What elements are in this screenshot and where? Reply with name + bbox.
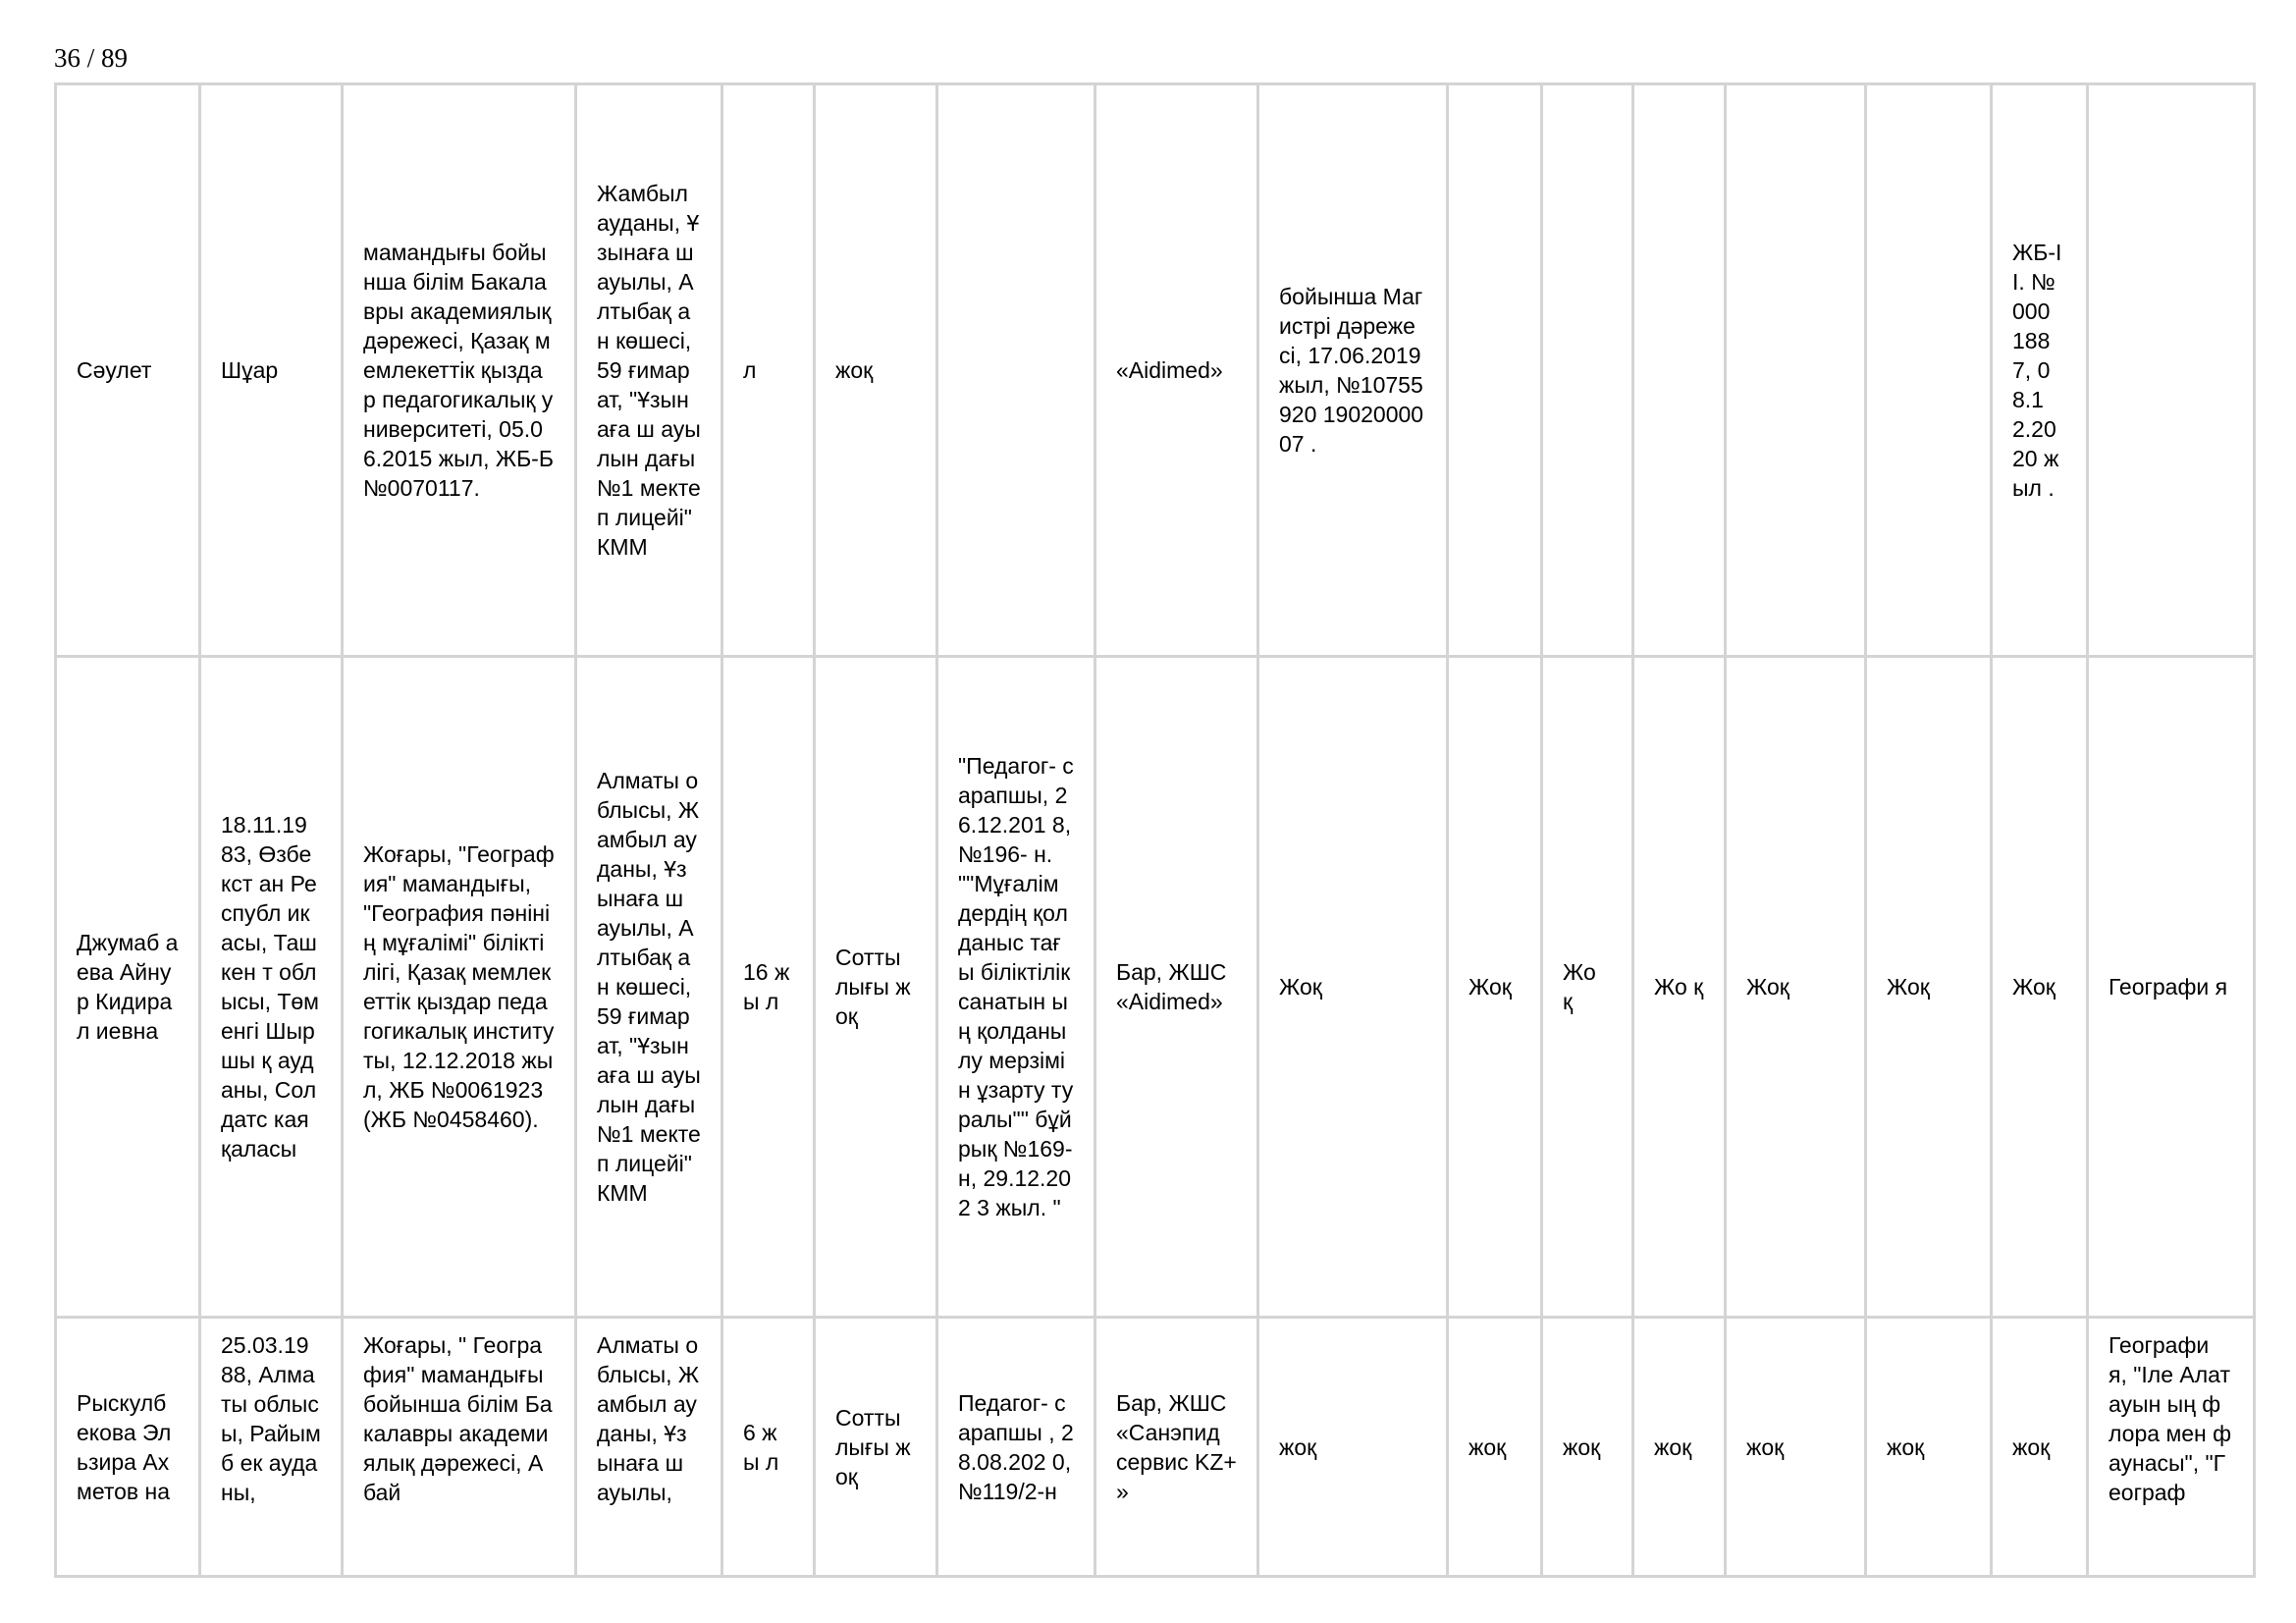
table-cell: Жоқ <box>1992 657 2088 1318</box>
table-cell: Географи я <box>2088 657 2255 1318</box>
table-cell: «Aidimed» <box>1095 84 1258 657</box>
table-cell <box>1448 84 1542 657</box>
table-cell: 18.11.19 83, Өзбекст ан Республ икасы, Ташкен т облысы, Төменгі Шыршы қ ауданы, Солдатс кая қаласы <box>200 657 343 1318</box>
table-cell: Жамбыл ауданы, Ұзынаға ш ауылы, Алтыбақ ан көшесі, 59 ғимарат, "Ұзынаға ш ауылын дағы №1 мектеп лицейі" КММ <box>576 84 722 657</box>
table-cell: Сәулет <box>56 84 200 657</box>
table-cell: Жоқ <box>1448 657 1542 1318</box>
table-cell: Педагог- сарапшы , 28.08.202 0, №119/2-н <box>937 1318 1095 1577</box>
table-cell: Джумаб аева Айнур Кидирал иевна <box>56 657 200 1318</box>
table-cell <box>1866 84 1992 657</box>
table-cell: Жо қ <box>1633 657 1726 1318</box>
table-cell <box>937 84 1095 657</box>
table-cell: л <box>722 84 815 657</box>
table-cell: Бар, ЖШС «Санэпид сервис KZ+ » <box>1095 1318 1258 1577</box>
table-cell: жоқ <box>1866 1318 1992 1577</box>
table-cell: Сотты лығы жоқ <box>815 1318 937 1577</box>
table-cell: 16 жы л <box>722 657 815 1318</box>
table-cell: Сотты лығы жоқ <box>815 657 937 1318</box>
table-cell: Географи я, "Іле Алатауын ың флора мен фаунасы", "Географ <box>2088 1318 2255 1577</box>
table-cell: Шұар <box>200 84 343 657</box>
table-cell: мамандығы бойынша білім Бакалавры академиялық дәрежесі, Қазақ мемлекеттік қыздар педагогикалық университеті, 05.06.2015 жыл, ЖБ-Б №0070117. <box>343 84 576 657</box>
table-cell <box>2088 84 2255 657</box>
table-cell: 6 жы л <box>722 1318 815 1577</box>
table-cell: Жоғары, " География" мамандығы бойынша білім Бакалавры академиялық дәрежесі, Абай <box>343 1318 576 1577</box>
table-cell: жоқ <box>1542 1318 1633 1577</box>
table-cell: жоқ <box>1992 1318 2088 1577</box>
table-cell: Алматы облысы, Жамбыл ауданы, Ұзынаға ш ауылы, <box>576 1318 722 1577</box>
table-row <box>56 84 2255 657</box>
table-cell: Алматы облысы, Жамбыл ауданы, Ұзынаға ш ауылы, Алтыбақ ан көшесі, 59 ғимарат, "Ұзынаға ш ауылын дағы №1 мектеп лицейі" КММ <box>576 657 722 1318</box>
table-cell <box>1726 84 1866 657</box>
table-cell: бойынша Магистрі дәрежесі, 17.06.2019 жыл, №10755920 1902000007 . <box>1258 84 1448 657</box>
table-row <box>56 1318 2255 1577</box>
table-cell: Жоғары, "География" мамандығы, "География пәнінің мұғалімі" біліктілігі, Қазақ мемлекеттік қыздар педагогикалық институты, 12.12.2018 жыл, ЖБ №0061923 (ЖБ №0458460). <box>343 657 576 1318</box>
table-cell: ЖБ-II. № 000 188 7, 08.1 2.20 20 жыл . <box>1992 84 2088 657</box>
table-cell <box>1542 84 1633 657</box>
table-cell: Жоқ <box>1866 657 1992 1318</box>
table-cell: жоқ <box>1448 1318 1542 1577</box>
table-cell: Жоқ <box>1258 657 1448 1318</box>
staff-table <box>54 82 2256 1578</box>
table-cell: Бар, ЖШС «Aidimed» <box>1095 657 1258 1318</box>
table-cell <box>1633 84 1726 657</box>
table-cell: Рыскулб екова Эльзира Ахметов на <box>56 1318 200 1577</box>
page-number: 36 / 89 <box>54 43 129 73</box>
table-cell: Жо қ <box>1542 657 1633 1318</box>
table-cell: жоқ <box>1258 1318 1448 1577</box>
table-cell: жоқ <box>1633 1318 1726 1577</box>
table-cell: жоқ <box>815 84 937 657</box>
table-cell: 25.03.19 88, Алматы облысы, Райымб ек ауданы, <box>200 1318 343 1577</box>
table-row <box>56 657 2255 1318</box>
table-cell: Жоқ <box>1726 657 1866 1318</box>
table-cell: "Педагог- сарапшы, 26.12.201 8, №196- н. ""Мұғалім дердің қолданыс тағы біліктілік санатын ың қолданы лу мерзімін ұзарту туралы"" бұйрық №169-н, 29.12.202 3 жыл. " <box>937 657 1095 1318</box>
table-cell: жоқ <box>1726 1318 1866 1577</box>
